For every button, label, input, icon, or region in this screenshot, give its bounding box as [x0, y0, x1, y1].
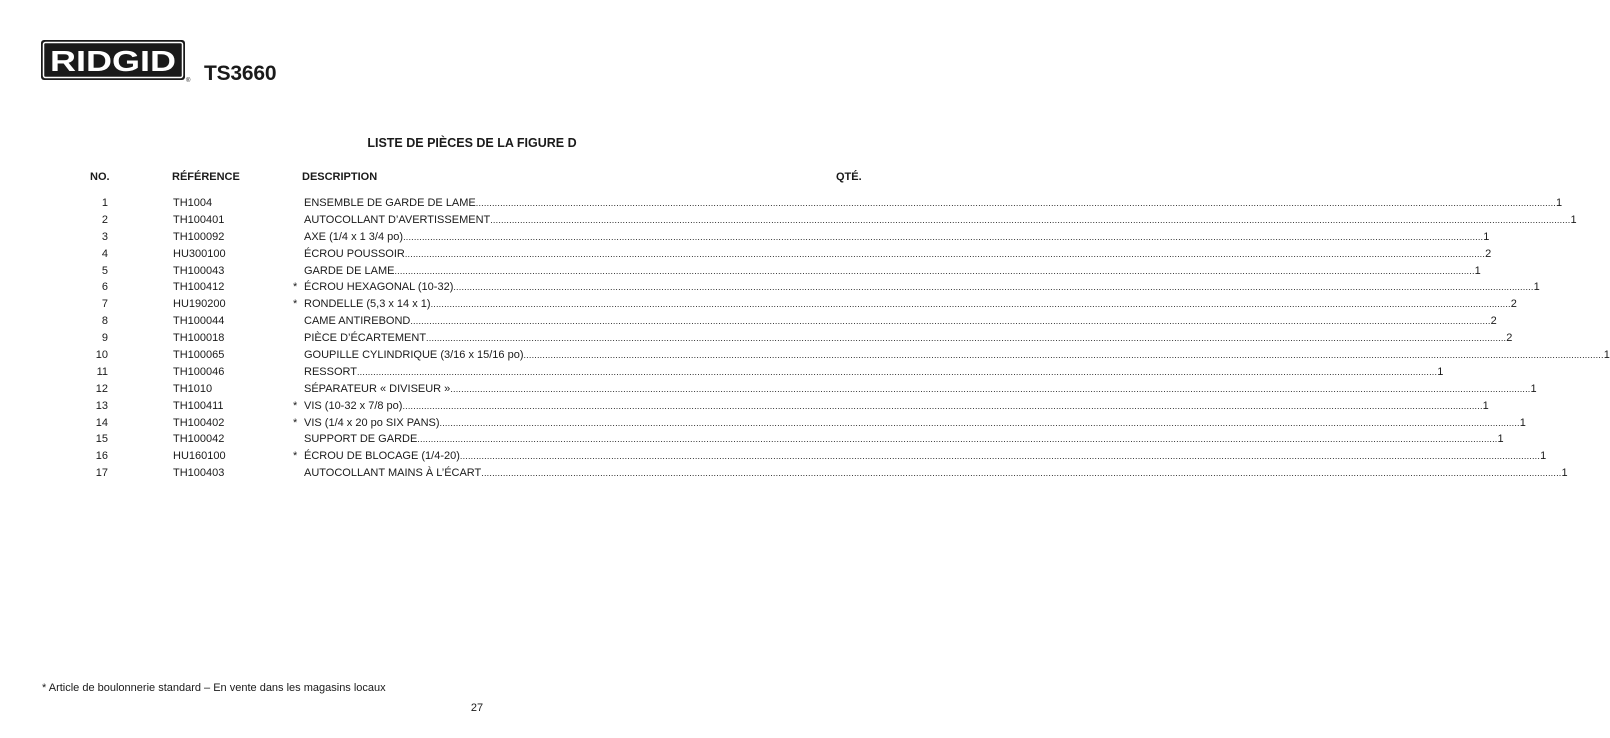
part-quantity: 2 — [1485, 247, 1492, 260]
part-description: AXE (1/4 x 1 3/4 po) — [304, 230, 404, 243]
dot-leader: ................................................................................................................................................................................................................................................................................................................................................................................................................ — [439, 417, 1520, 428]
table-row — [0, 314, 1497, 331]
dot-leader: ................................................................................................................................................................................................................................................................................................................................................................................................................ — [475, 198, 1556, 208]
part-description: GOUPILLE CYLINDRIQUE (3/16 x 15/16 po) — [304, 349, 524, 362]
part-number: 4 — [101, 247, 108, 260]
part-quantity: 1 — [1533, 281, 1540, 294]
column-header-no: NO. — [90, 171, 110, 183]
part-line — [304, 382, 1537, 396]
part-description: ÉCROU HEXAGONAL (10-32) — [304, 281, 454, 294]
table-row — [0, 382, 1537, 399]
part-reference: TH100401 — [173, 213, 225, 226]
part-quantity: 1 — [1603, 349, 1610, 362]
column-header-qty: QTÉ. — [836, 171, 862, 183]
part-description: VIS (10-32 x 7/8 po) — [304, 399, 403, 412]
part-number: 10 — [95, 349, 108, 362]
part-description: RESSORT — [304, 365, 357, 378]
part-line — [304, 331, 1513, 345]
table-row — [0, 466, 1568, 483]
part-quantity: 1 — [1483, 230, 1490, 243]
dot-leader: ................................................................................................................................................................................................................................................................................................................................................................................................................ — [426, 333, 1507, 344]
table-row — [0, 247, 1492, 264]
part-quantity: 1 — [1519, 416, 1526, 429]
part-reference: TH100046 — [173, 365, 225, 378]
dot-leader: ................................................................................................................................................................................................................................................................................................................................................................................................................ — [410, 316, 1491, 327]
part-reference: TH100402 — [173, 416, 225, 429]
hardware-asterisk: * — [293, 399, 298, 412]
part-description: RONDELLE (5,3 x 14 x 1) — [304, 298, 431, 311]
part-quantity: 1 — [1555, 197, 1563, 209]
part-description: CAME ANTIREBOND — [304, 315, 411, 328]
part-line — [304, 314, 1497, 328]
part-reference: TH100411 — [173, 399, 224, 412]
part-number: 13 — [95, 399, 108, 412]
part-number: 3 — [101, 230, 108, 243]
dot-leader: ................................................................................................................................................................................................................................................................................................................................................................................................................ — [430, 299, 1511, 310]
part-line — [304, 213, 1577, 227]
part-description: GARDE DE LAME — [304, 264, 395, 277]
part-line — [304, 449, 1547, 463]
registered-mark: ® — [186, 78, 191, 84]
dot-leader: ................................................................................................................................................................................................................................................................................................................................................................................................................ — [481, 468, 1562, 479]
part-line — [304, 399, 1489, 413]
table-row — [0, 432, 1504, 449]
page-number: 27 — [470, 702, 484, 714]
part-number: 17 — [95, 467, 108, 480]
footnote: * Article de boulonnerie standard – En vente dans les magasins locaux — [42, 682, 386, 694]
page-title: LISTE DE PIÈCES DE LA FIGURE D — [367, 136, 577, 150]
logo-wordmark: RIDGID — [50, 46, 176, 78]
part-description: ENSEMBLE DE GARDE DE LAME — [304, 197, 476, 209]
part-quantity: 1 — [1561, 467, 1568, 480]
part-quantity: 2 — [1510, 298, 1517, 311]
part-number: 2 — [101, 213, 108, 226]
dot-leader: ................................................................................................................................................................................................................................................................................................................................................................................................................ — [403, 231, 1484, 242]
part-quantity: 2 — [1490, 315, 1497, 328]
table-row — [0, 399, 1489, 416]
part-line — [304, 348, 1610, 362]
table-row — [0, 449, 1547, 466]
table-row — [0, 416, 1526, 433]
part-number: 14 — [95, 416, 108, 429]
part-description: AUTOCOLLANT D’AVERTISSEMENT — [304, 213, 491, 226]
part-description: ÉCROU DE BLOCAGE (1/4-20) — [304, 450, 460, 463]
dot-leader: ................................................................................................................................................................................................................................................................................................................................................................................................................ — [459, 451, 1541, 462]
part-number: 9 — [101, 332, 108, 345]
part-quantity: 1 — [1474, 264, 1481, 277]
part-reference: TH100403 — [173, 467, 225, 480]
hardware-asterisk: * — [293, 298, 298, 311]
dot-leader: ................................................................................................................................................................................................................................................................................................................................................................................................................ — [523, 350, 1604, 361]
part-reference: HU190200 — [173, 298, 226, 311]
part-line — [304, 264, 1481, 278]
part-reference: TH1004 — [173, 197, 213, 209]
part-reference: TH100018 — [173, 332, 225, 345]
part-line — [304, 196, 1563, 210]
part-quantity: 1 — [1540, 450, 1547, 463]
table-row — [0, 297, 1517, 314]
hardware-asterisk: * — [293, 450, 298, 463]
ridgid-logo — [41, 40, 189, 84]
part-description: ÉCROU POUSSOIR — [304, 247, 405, 260]
part-line — [304, 247, 1492, 261]
part-description: VIS (1/4 x 20 po SIX PANS) — [304, 416, 440, 429]
table-row — [0, 280, 1540, 297]
part-number: 1 — [101, 197, 108, 209]
part-quantity: 1 — [1437, 365, 1444, 378]
part-quantity: 1 — [1497, 433, 1504, 446]
dot-leader: ................................................................................................................................................................................................................................................................................................................................................................................................................ — [450, 383, 1531, 394]
part-reference: TH100065 — [173, 349, 225, 362]
part-number: 16 — [95, 450, 108, 463]
part-reference: TH100043 — [173, 264, 225, 277]
column-header-reference: RÉFÉRENCE — [172, 171, 240, 183]
part-reference: TH100092 — [173, 230, 225, 243]
hardware-asterisk: * — [293, 416, 298, 429]
part-reference: TH1010 — [173, 382, 213, 395]
part-number: 7 — [101, 298, 108, 311]
part-number: 11 — [96, 365, 108, 378]
column-header-description: DESCRIPTION — [302, 171, 378, 183]
table-row — [0, 348, 1610, 365]
part-reference: HU160100 — [173, 450, 226, 463]
dot-leader: ................................................................................................................................................................................................................................................................................................................................................................................................................ — [453, 282, 1534, 293]
part-description: SUPPORT DE GARDE — [304, 433, 418, 446]
table-row — [0, 196, 1563, 213]
parts-list — [0, 196, 1610, 483]
table-row — [0, 365, 1444, 382]
dot-leader: ................................................................................................................................................................................................................................................................................................................................................................................................................ — [404, 248, 1486, 259]
dot-leader: ................................................................................................................................................................................................................................................................................................................................................................................................................ — [402, 400, 1483, 411]
part-number: 5 — [101, 264, 108, 277]
part-number: 15 — [95, 433, 108, 446]
table-row — [0, 230, 1490, 247]
part-line — [304, 432, 1504, 446]
part-quantity: 2 — [1506, 332, 1513, 345]
part-line — [304, 297, 1517, 311]
part-description: PIÈCE D’ÉCARTEMENT — [304, 332, 427, 345]
part-number: 6 — [101, 281, 108, 294]
model-number: TS3660 — [204, 62, 277, 85]
part-description: AUTOCOLLANT MAINS À L’ÉCART — [304, 467, 482, 480]
part-reference: TH100412 — [173, 281, 225, 294]
hardware-asterisk: * — [293, 281, 298, 294]
dot-leader: ................................................................................................................................................................................................................................................................................................................................................................................................................ — [417, 434, 1498, 445]
part-reference: HU300100 — [173, 247, 226, 260]
part-line — [304, 365, 1444, 379]
dot-leader: ................................................................................................................................................................................................................................................................................................................................................................................................................ — [394, 265, 1475, 276]
part-reference: TH100042 — [173, 433, 225, 446]
part-number: 12 — [95, 382, 108, 395]
dot-leader: ................................................................................................................................................................................................................................................................................................................................................................................................................ — [356, 366, 1438, 377]
part-line — [304, 416, 1526, 430]
table-row — [0, 264, 1481, 281]
part-number: 8 — [101, 315, 108, 328]
part-reference: TH100044 — [173, 315, 225, 328]
part-description: SÉPARATEUR « DIVISEUR » — [304, 382, 451, 395]
table-row — [0, 331, 1513, 348]
table-row — [0, 213, 1577, 230]
part-line — [304, 230, 1490, 244]
part-quantity: 1 — [1530, 382, 1537, 395]
part-line — [304, 280, 1540, 294]
dot-leader: ................................................................................................................................................................................................................................................................................................................................................................................................................ — [490, 214, 1571, 225]
part-quantity: 1 — [1570, 213, 1577, 226]
part-quantity: 1 — [1482, 399, 1489, 412]
part-line — [304, 466, 1568, 480]
